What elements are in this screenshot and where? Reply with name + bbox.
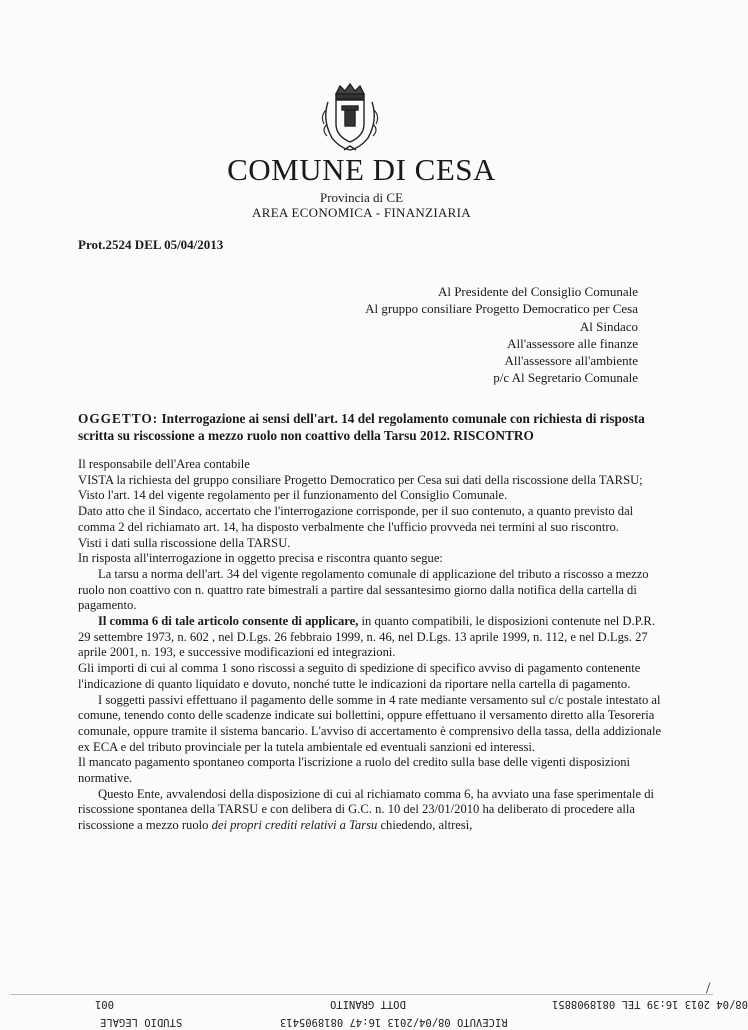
department-line: AREA ECONOMICA - FINANZIARIA <box>252 205 471 220</box>
recipient-line: All'assessore alle finanze <box>507 335 638 351</box>
recipient-line: Al gruppo consiliare Progetto Democratico per Cesa <box>365 301 638 317</box>
fax-header-page: 001 <box>95 998 114 1010</box>
body-paragraph: Visto l'art. 14 del vigente regolamento per il funzionamento del Consiglio Comunale. <box>78 488 508 503</box>
subject-block <box>78 410 668 444</box>
body-text: chiedendo, altresì, <box>377 818 473 833</box>
margin-mark: / <box>706 980 711 997</box>
fax-header-recipient: STUDIO LEGALE <box>100 1016 183 1028</box>
body-paragraph: I soggetti passivi effettuano il pagamento delle somme in 4 rate mediante versamento sul c/c postale intestato al comune, tenendo conto delle scadenze indicate sui bollettini, oppure effettuano il versamento diretto alla Tesoreria comunale, oppure tramite il sistema bancario. L'avviso di accertamento è comprensivo della tassa, della addizionale ex ECA e del tributo provinciale per la tutela ambientale ed eventuali sanzioni ed interessi. <box>78 692 662 754</box>
body-text: in quanto compatibili, le disposizioni contenute nel D.P.R. 29 settembre 1973, n. 602 , nel D.Lgs. 26 febbraio 1999, n. 46, nel D.Lgs. 13 aprile 1999, n. 112, e nel D.Lgs. 27 aprile 2001, n. 193, e successive modificazioni ed integrazioni. <box>78 614 655 660</box>
fax-header-datetime: 08/04 2013 16:39 TEL 0818908851 <box>552 998 748 1010</box>
body-text: Questo Ente, avvalendosi della disposizione di cui al richiamato comma 6, ha avviato una fase sperimentale di riscossione spontanea della TARSU e con delibera di G.C. n. 10 del 23/01/2010 ha deliberato di procedere alla riscossione a mezzo ruolo <box>78 786 655 833</box>
body-paragraph: VISTA la richiesta del gruppo consiliare Progetto Democratico per Cesa sui dati della riscossione della TARSU; <box>78 472 643 487</box>
protocol-number: Prot.2524 DEL 05/04/2013 <box>78 237 224 252</box>
municipality-title: COMUNE DI CESA <box>227 152 496 187</box>
body-paragraph: In risposta all'interrogazione in oggetto precisa e riscontra quanto segue: <box>78 551 443 566</box>
province-line: Provincia di CE <box>319 190 404 205</box>
municipal-crest-icon <box>318 80 382 154</box>
recipient-line: All'assessore all'ambiente <box>504 353 638 369</box>
fax-header-received: RICEVUTO 08/04/2013 16:47 0818905413 <box>280 1016 508 1028</box>
letter-body <box>78 457 666 834</box>
body-paragraph: Visti i dati sulla riscossione della TARSU. <box>78 535 291 550</box>
subject-label: OGGETTO: <box>78 411 159 426</box>
body-paragraph: Dato atto che il Sindaco, accertato che l'interrogazione corrisponde, per il suo contenuto, a quanto previsto dal comma 2 del richiamato art. 14, ha disposto verbalmente che l'ufficio provveda nei termini al suo riscontro. <box>78 504 634 534</box>
fax-header-sender: DOTT GRANITO <box>330 998 406 1010</box>
recipient-list <box>365 283 638 387</box>
subject-text: Interrogazione ai sensi dell'art. 14 del regolamento comunale con richiesta di risposta scritta su riscossione a mezzo ruolo non coattivo della Tarsu 2012. RISCONTRO <box>78 411 645 443</box>
body-paragraph <box>78 787 666 834</box>
body-paragraph: Il responsabile dell'Area contabile <box>78 457 250 471</box>
body-bold-text: Il comma 6 di tale articolo consente di applicare, <box>98 614 359 629</box>
body-paragraph: Il mancato pagamento spontaneo comporta l'iscrizione a ruolo del credito sulla base delle vigenti disposizioni normative. <box>78 755 631 786</box>
recipient-line: Al Sindaco <box>579 318 638 334</box>
body-italic-text: dei propri crediti relativi a Tarsu <box>211 818 378 833</box>
fax-divider <box>10 994 713 995</box>
body-paragraph <box>78 614 666 661</box>
recipient-line: Al Presidente del Consiglio Comunale <box>437 284 638 299</box>
recipient-line: p/c Al Segretario Comunale <box>493 370 638 386</box>
body-paragraph: Gli importi di cui al comma 1 sono riscossi a seguito di spedizione di specifico avviso di pagamento contenente l'indicazione di quanto liquidato e dovuto, nonché tutte le indicazioni da riportare nella cartella di pagamento. <box>78 661 641 691</box>
body-paragraph: La tarsu a norma dell'art. 34 del vigente regolamento comunale di applicazione del tributo a riscosso a mezzo ruolo non coattivo con n. quattro rate bimestrali a partire dal sessantesimo giorno dalla notifica della cartella di pagamento. <box>78 566 649 613</box>
